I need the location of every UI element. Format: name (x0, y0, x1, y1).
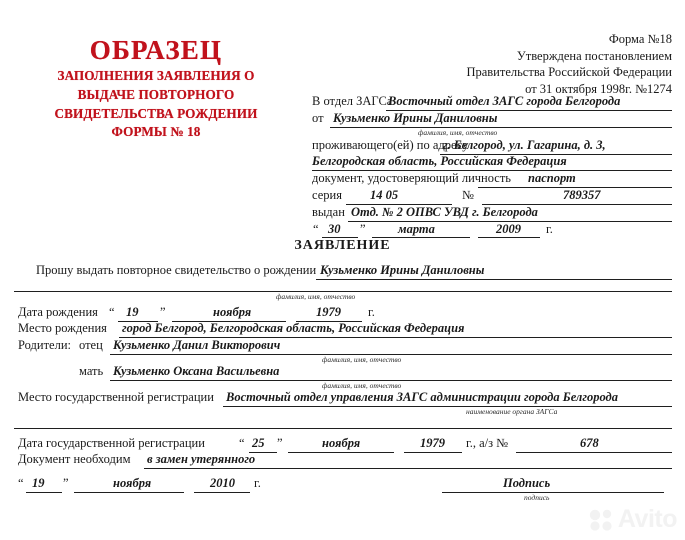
signoff-day-rule (26, 492, 62, 493)
registration-year-rule (404, 452, 462, 453)
mother-hint: фамилия, имя, отчество (322, 381, 402, 390)
registration-place-value: Восточный отдел управления ЗАГС администрации города Белгорода (226, 390, 618, 404)
from-hint: фамилия, имя, отчество (418, 128, 498, 137)
signoff-month-rule (74, 492, 184, 493)
stamp-title-line1: ЗАПОЛНЕНИЯ ЗАЯВЛЕНИЯ О (57, 68, 255, 84)
issue-day-value: 30 (328, 222, 341, 236)
identity-series-value: 14 05 (370, 188, 399, 202)
signoff-quote-open: “ (18, 476, 24, 490)
from-rule (330, 127, 672, 128)
avito-watermark (589, 505, 677, 534)
reason-rule (144, 468, 672, 469)
application-heading: ЗАЯВЛЕНИЕ (294, 238, 391, 253)
request-label: Прошу выдать повторное свидетельство о рождении (36, 263, 317, 277)
birth-year-value: 1979 (316, 305, 341, 319)
birth-quote-close: ” (160, 305, 166, 319)
registration-year-suffix: г., а/з № (466, 436, 509, 450)
stamp-title-line3: СВИДЕТЕЛЬСТВА РОЖДЕНИИ (54, 105, 258, 121)
reason-value: в замен утерянного (147, 452, 256, 466)
signoff-year-suffix: г. (254, 476, 261, 490)
request-value: Кузьменко Ирины Даниловны (320, 263, 485, 277)
registration-place-hint: наименование органа ЗАГСа (466, 407, 558, 416)
signoff-month-value: ноября (113, 476, 152, 490)
signature-value: Подпись (503, 476, 551, 490)
form-reference-line-2: Утверждена постановлением (516, 48, 672, 63)
from-value: Кузьменко Ирины Даниловны (333, 111, 498, 125)
stamp-title-main: ОБРАЗЕЦ (89, 35, 223, 65)
stamp-title-line4: ФОРМЫ № 18 (111, 124, 201, 140)
father-hint: фамилия, имя, отчество (322, 355, 402, 364)
identity-number-label: № (462, 188, 474, 202)
registration-month-rule (288, 452, 394, 453)
identity-issued-value: Отд. № 2 ОПВС УВД г. Белгорода (351, 205, 538, 219)
identity-series-label: серия (312, 188, 342, 202)
registry-value: Восточный отдел ЗАГС города Белгорода (388, 94, 621, 108)
signoff-quote-close: ” (63, 476, 69, 490)
signature-rule (442, 492, 664, 493)
mother-label: мать (79, 364, 104, 378)
address-label: проживающего(ей) по адресу (312, 138, 469, 152)
address-value-line-1: г. Белгород, ул. Гагарина, д. 3, (443, 138, 606, 152)
section-separator-rule (14, 428, 672, 429)
form-reference-line-3: Правительства Российской Федерации (466, 65, 672, 80)
registration-month-value: ноября (322, 436, 361, 450)
parents-label: Родители: (18, 338, 71, 352)
birth-month-value: ноября (213, 305, 252, 319)
signoff-year-value: 2010 (210, 476, 235, 490)
form-reference-block (466, 31, 672, 98)
identity-doc-label: документ, удостоверяющий личность (312, 171, 512, 185)
reason-label: Документ необходим (18, 452, 131, 466)
stamp-title-line2: ВЫДАЧЕ ПОВТОРНОГО (77, 86, 235, 102)
mother-value: Кузьменко Оксана Васильевна (113, 364, 280, 378)
issue-month-value: марта (398, 222, 435, 236)
sample-stamp-title (8, 36, 304, 140)
father-label: отец (79, 338, 103, 352)
registration-day-value: 25 (252, 436, 265, 450)
identity-doc-value: паспорт (528, 171, 576, 185)
form-reference-line-4: от 31 октября 1998г. №1274 (525, 81, 672, 96)
signature-hint: подпись (524, 493, 550, 502)
request-rule-1 (316, 279, 672, 280)
signoff-day-value: 19 (32, 476, 45, 490)
identity-number-value: 789357 (563, 188, 601, 202)
registration-place-rule (223, 406, 672, 407)
birth-place-value: город Белгород, Белгородская область, Российская Федерация (122, 321, 465, 335)
issue-year-suffix: г. (546, 222, 553, 236)
registration-place-label: Место государственной регистрации (18, 390, 214, 404)
identity-issued-label: выдан (312, 205, 345, 219)
registration-record-rule (516, 452, 672, 453)
registration-date-label: Дата государственной регистрации (18, 436, 205, 450)
request-hint: фамилия, имя, отчество (276, 292, 356, 301)
reg-quote-close: ” (277, 436, 283, 450)
birth-year-suffix: г. (368, 305, 375, 319)
father-value: Кузьменко Данил Викторович (113, 338, 281, 352)
registry-label: В отдел ЗАГСа (312, 94, 393, 108)
issue-quote-open: “ (313, 222, 319, 236)
address-value-line-2: Белгородская область, Российская Федерация (312, 154, 567, 168)
avito-watermark-text: Avito (617, 505, 677, 533)
avito-logo-icon (589, 509, 615, 531)
issue-quote-close: ” (360, 222, 366, 236)
birth-quote-open: “ (109, 305, 115, 319)
birth-day-value: 19 (126, 305, 139, 319)
form-reference-line-1: Форма №18 (608, 32, 672, 46)
issue-year-value: 2009 (496, 222, 521, 236)
birth-date-label: Дата рождения (18, 305, 98, 319)
registration-year-value: 1979 (420, 436, 445, 450)
reg-quote-open: “ (239, 436, 245, 450)
from-label: от (312, 111, 324, 125)
registration-record-number: 678 (580, 436, 599, 450)
signoff-year-rule (194, 492, 250, 493)
birth-place-label: Место рождения (18, 321, 107, 335)
